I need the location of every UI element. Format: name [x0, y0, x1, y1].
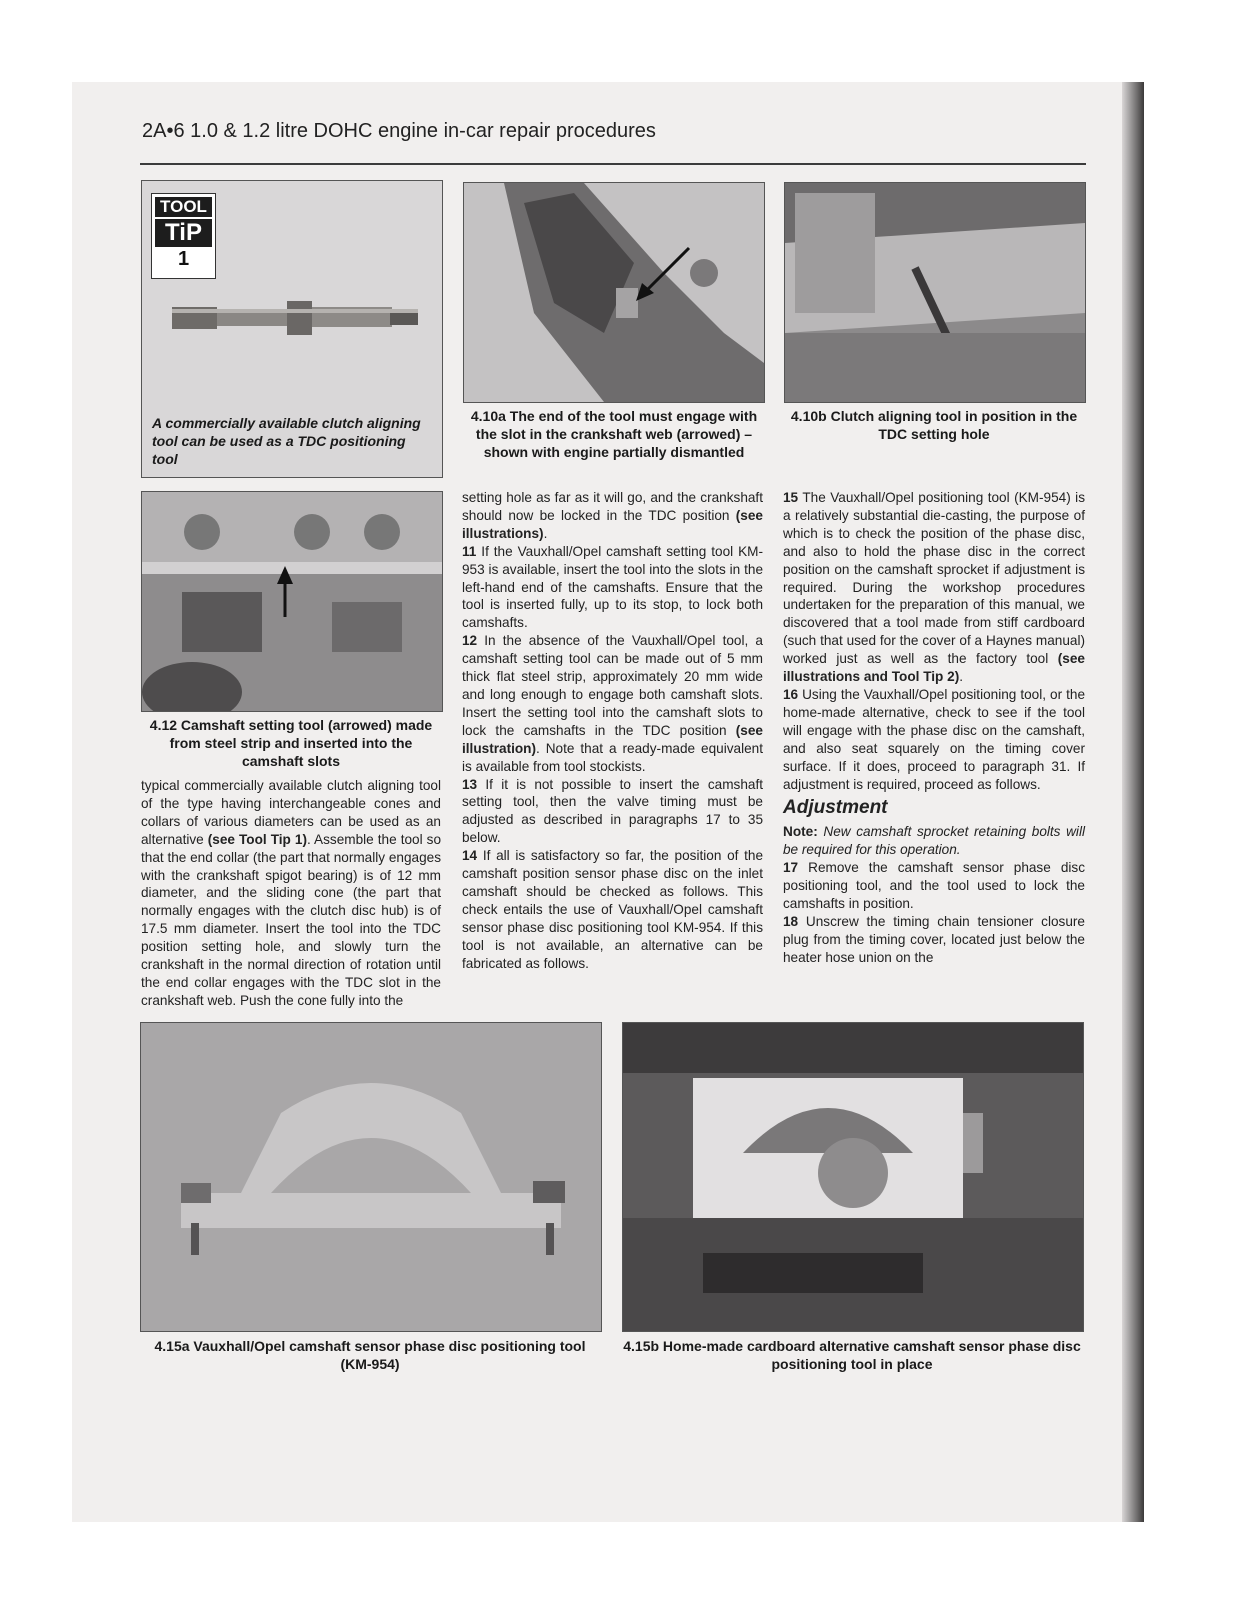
caption-4-12: 4.12 Camshaft setting tool (arrowed) made from steel strip and inserted into the camshaft slots — [149, 717, 433, 769]
crankshaft-web-image — [464, 183, 764, 402]
page-binding-shadow — [1122, 82, 1144, 1522]
paragraph-number: 14 — [462, 848, 478, 864]
text-span: If it is not possible to insert the camshaft setting tool, then the valve timing must be adjusted as described in paragraphs 17 to 35 below. — [462, 776, 763, 846]
page-header-title: 2A•6 1.0 & 1.2 litre DOHC engine in-car repair procedures — [142, 120, 656, 142]
camshaft-setting-tool-image — [142, 492, 442, 711]
note-label: Note: — [783, 824, 818, 840]
photo-4-10b — [784, 182, 1086, 403]
text-span: Unscrew the timing chain tensioner closure plug from the timing cover, located just below the heater hose union on the — [783, 913, 1085, 965]
tdc-setting-hole-image — [785, 183, 1085, 402]
text-span: If the Vauxhall/Opel camshaft setting tool KM-953 is available, insert the tool into the slots in the left-hand end of the camshafts. Ensure that the tool is inserted fully, up to its stop, to lock both camshafts. — [462, 543, 763, 631]
column-2-text — [462, 489, 763, 972]
text-span: . — [959, 669, 964, 685]
section-heading-adjustment: Adjustment — [783, 797, 888, 819]
tool-tip-badge-top: TOOL — [155, 197, 212, 217]
paragraph-number: 13 — [462, 776, 478, 792]
text-span: . Assemble the tool so that the end collar (the part that normally engages with the crankshaft spigot bearing) is of 12 mm diameter, and the sliding cone (the part that normally engages with the clutch disc hub) is of 17.5 mm diameter. Insert the tool into the TDC position setting hole, and slowly turn the crankshaft in the normal direction of rotation until the end collar engages with the TDC slot in the crankshaft web. Push the cone fully into the — [141, 831, 441, 1008]
text-span: In the absence of the Vauxhall/Opel tool, a camshaft setting tool can be made out of 5 mm thick flat steel strip, approximately 20 mm wide and long enough to engage both camshaft slots. Insert the setting tool into the camshaft slots to lock the camshafts in the TDC position — [462, 633, 763, 738]
text-span: Using the Vauxhall/Opel positioning tool, or the home-made alternative, check to see if the tool will engage with the phase disc on the camshaft, and also seat squarely on the timing cover surface. If it does, proceed to paragraph 31. If adjustment is required, proceed as follows. — [783, 686, 1085, 792]
caption-4-15a: 4.15a Vauxhall/Opel camshaft sensor phase disc positioning tool (KM-954) — [154, 1338, 586, 1372]
note-paragraph — [783, 823, 1085, 859]
text-span: . Note that a ready-made equivalent is available from tool stockists. — [462, 740, 763, 774]
photo-4-15b — [622, 1022, 1084, 1332]
header-rule — [140, 163, 1086, 165]
column-1-text — [141, 777, 441, 1010]
paragraph-17 — [783, 859, 1085, 913]
paragraph-number: 17 — [783, 860, 799, 876]
text-span: If all is satisfactory so far, the position of the camshaft position sensor phase disc on the inlet camshaft should be checked as follows. This check entails the use of Vauxhall/Opel camshaft sensor phase disc positioning tool KM-954. If this tool is not available, an alternative can be fabricated as follows. — [462, 848, 763, 971]
tool-tip-badge-number: 1 — [177, 248, 190, 270]
text-span: Remove the camshaft sensor phase disc positioning tool, and the tool used to lock the camshafts in position. — [783, 860, 1085, 912]
column-3-text — [783, 489, 1085, 967]
paragraph-11 — [462, 543, 763, 633]
cross-reference: (see illustrations) — [462, 507, 763, 541]
paragraph-number: 18 — [783, 913, 799, 929]
caption-4-10a: 4.10a The end of the tool must engage with the slot in the crankshaft web (arrowed) – shown with engine partially dismantled — [470, 408, 758, 460]
paragraph-18 — [783, 913, 1085, 967]
paragraph-12 — [462, 632, 763, 775]
text-span: The Vauxhall/Opel positioning tool (KM-954) is a relatively substantial die-casting, the purpose of which is to check the position of the phase disc, and also to hold the phase disc in the correct position on the camshaft sprocket if adjustment is required. During the workshop procedures undertaken for the preparation of this manual, we discovered that a tool made from stiff cardboard (such that used for the cover of a Haynes manual) worked just as well as the factory tool — [783, 490, 1085, 667]
text-span: . — [543, 525, 548, 541]
paragraph-14 — [462, 847, 763, 972]
cross-reference: (see Tool Tip 1) — [207, 831, 307, 847]
paragraph-number: 12 — [462, 633, 478, 649]
paragraph-15 — [783, 489, 1085, 686]
photo-4-15a — [140, 1022, 602, 1332]
paragraph-tool-description — [141, 777, 441, 1010]
text-span: setting hole as far as it will go, and the crankshaft should now be locked in the TDC position — [462, 490, 763, 523]
text-span: typical commercially available clutch aligning tool of the type having interchangeable cones and collars of various diameters can be used as an alternative — [141, 778, 441, 847]
cardboard-tool-in-place-image — [623, 1023, 1083, 1331]
phase-disc-positioning-tool-image — [141, 1023, 601, 1331]
caption-4-15b: 4.15b Home-made cardboard alternative camshaft sensor phase disc positioning tool in place — [623, 1338, 1081, 1372]
paragraph-number: 11 — [462, 543, 477, 559]
paragraph-16 — [783, 686, 1085, 793]
tool-tip-panel — [141, 180, 443, 478]
cross-reference: (see illustrations and Tool Tip 2) — [783, 651, 1085, 685]
paragraph-continued — [462, 489, 763, 543]
tool-tip-caption: A commercially available clutch aligning tool can be used as a TDC positioning tool — [152, 415, 421, 467]
note-text: New camshaft sprocket retaining bolts will be required for this operation. — [783, 824, 1085, 858]
caption-4-10b: 4.10b Clutch aligning tool in position in the TDC setting hole — [790, 408, 1078, 442]
tool-tip-badge-mid: TiP — [155, 219, 212, 247]
paragraph-number: 16 — [783, 686, 799, 702]
tool-tip-badge — [151, 193, 216, 279]
photo-4-10a — [463, 182, 765, 403]
photo-4-12 — [141, 491, 443, 712]
cross-reference: (see illustration) — [462, 722, 763, 756]
paragraph-number: 15 — [783, 490, 799, 505]
paragraph-13 — [462, 776, 763, 848]
